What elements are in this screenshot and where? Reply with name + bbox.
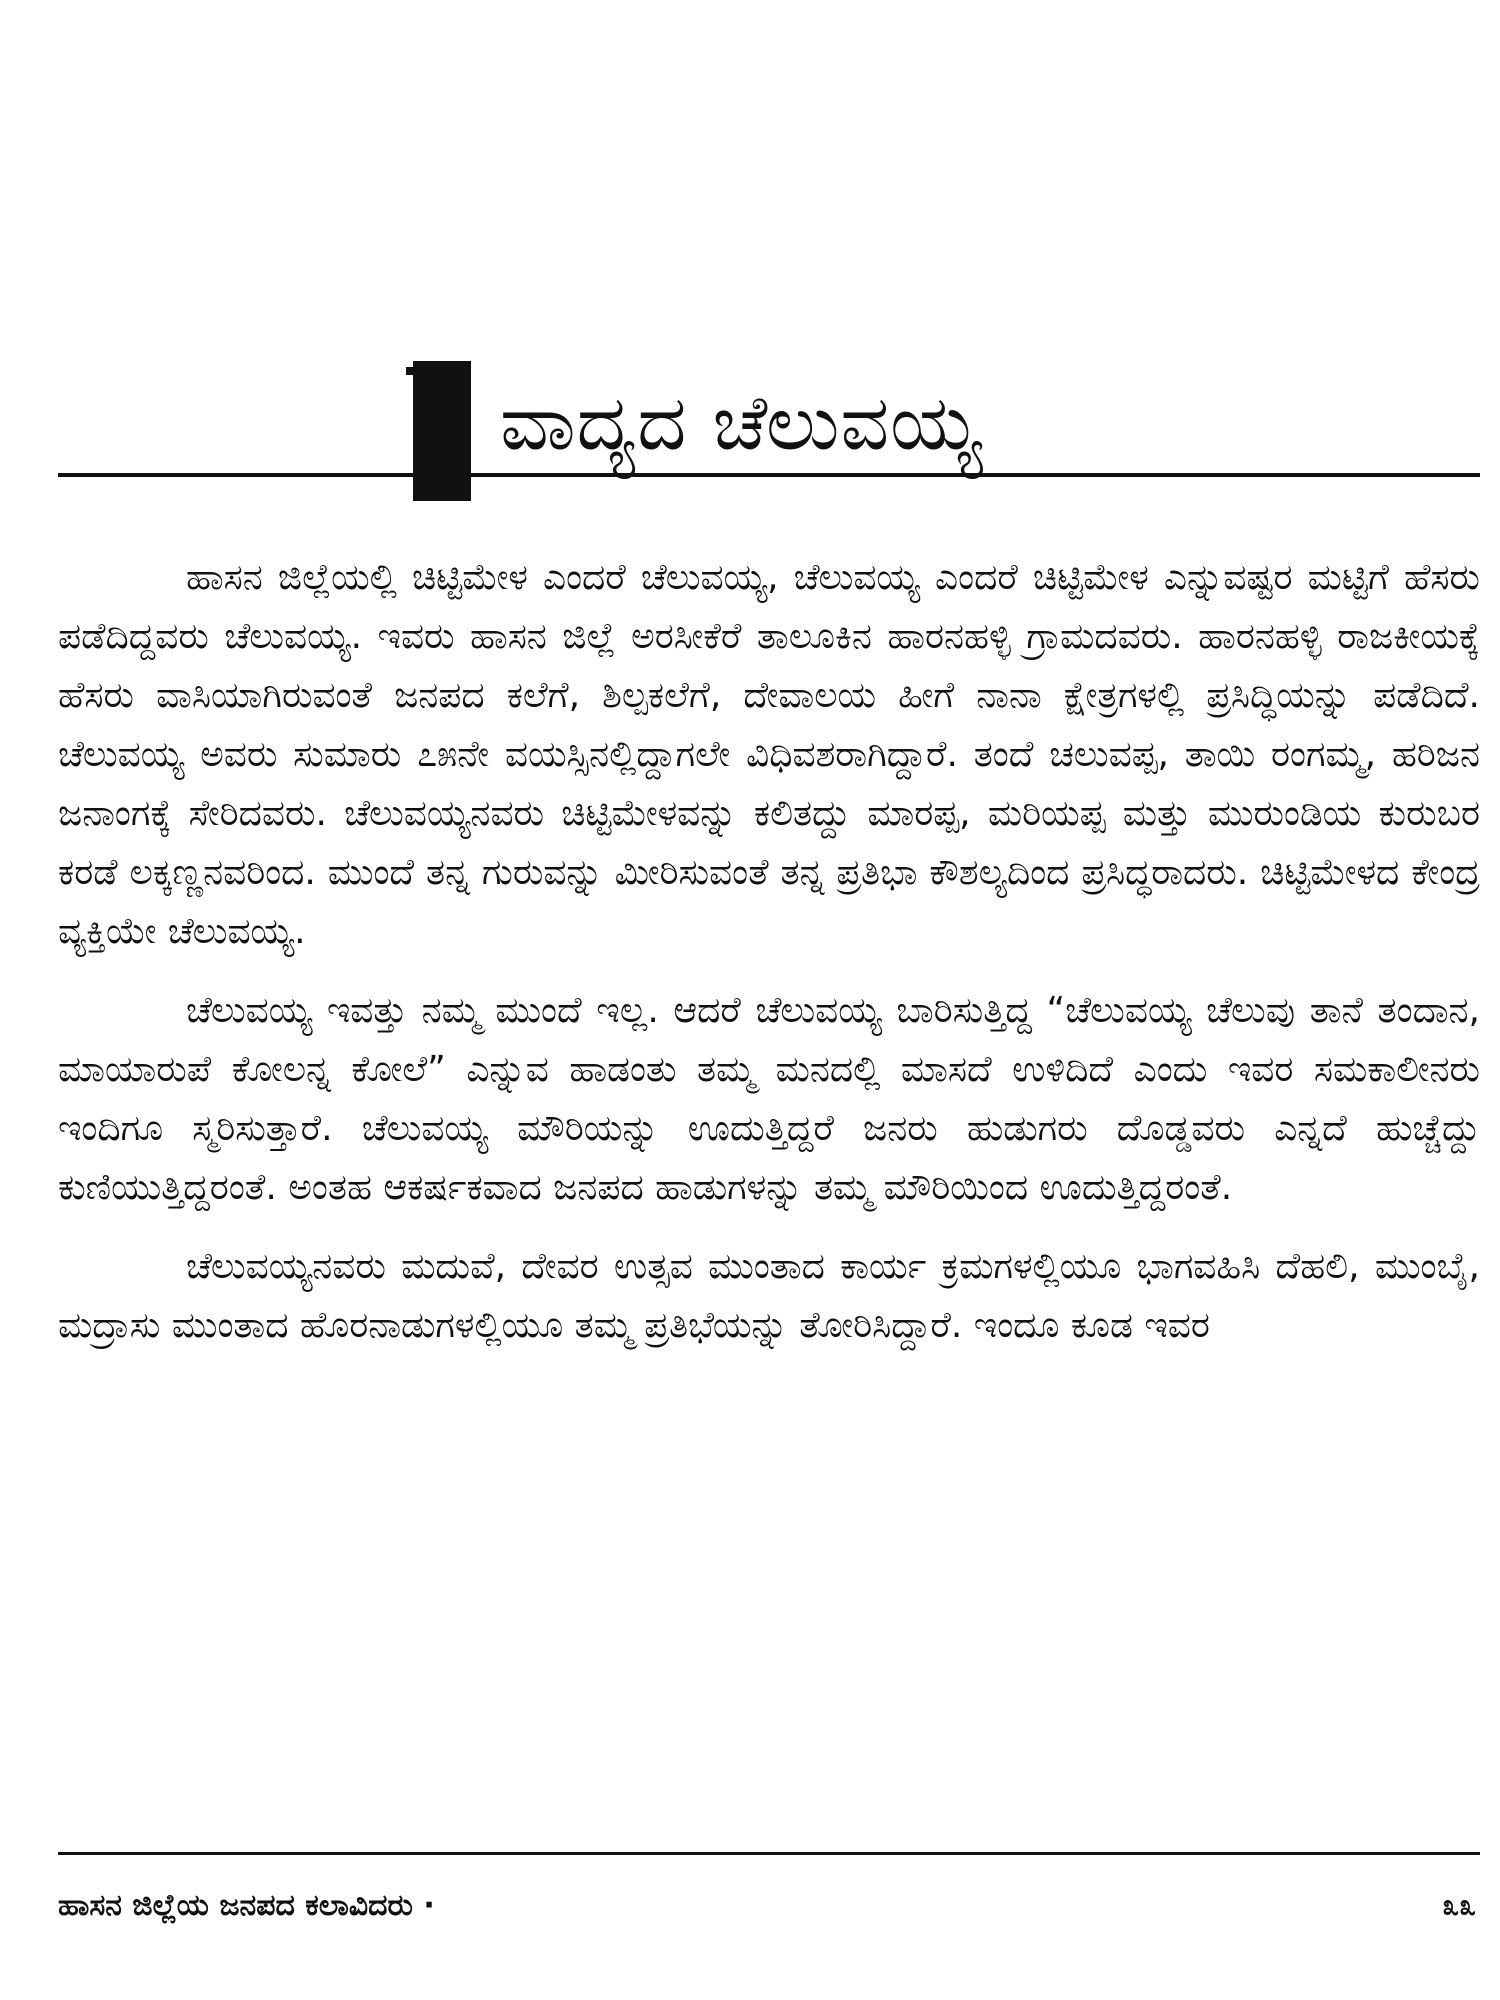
chapter-title: ವಾದ್ಯದ ಚೆಲುವಯ್ಯ: [500, 378, 984, 467]
footer-divider: [58, 1852, 1480, 1855]
footer-book-title: ಹಾಸನ ಜಿಲ್ಲೆಯ ಜನಪದ ಕಲಾವಿದರು ·: [58, 1888, 435, 1923]
title-divider: [58, 473, 1480, 477]
page-number: ೩೩: [1442, 1888, 1476, 1923]
paragraph-3: ಚೆಲುವಯ್ಯನವರು ಮದುವೆ, ದೇವರ ಉತ್ಸವ ಮುಂತಾದ ಕಾರ್ಯ ಕ್ರಮಗಳಲ್ಲಿಯೂ ಭಾಗವಹಿಸಿ ದೆಹಲಿ, ಮುಂಬೈ, ಮದ್ರಾಸು ಮುಂತಾದ ಹೊರನಾಡುಗಳಲ್ಲಿಯೂ ತಮ್ಮ ಪ್ರತಿಭೆಯನ್ನು ತೋರಿಸಿದ್ದಾರೆ. ಇಂದೂ ಕೂಡ ಇವರ: [58, 1246, 1480, 1346]
paragraph-1: ಹಾಸನ ಜಿಲ್ಲೆಯಲ್ಲಿ ಚಿಟ್ಟಿಮೇಳ ಎಂದರೆ ಚೆಲುವಯ್ಯ, ಚೆಲುವಯ್ಯ ಎಂದರೆ ಚಿಟ್ಟಿಮೇಳ ಎನ್ನುವಷ್ಟರ ಮಟ್ಟಿಗೆ ಹೆಸರು ಪಡೆದಿದ್ದವರು ಚೆಲುವಯ್ಯ. ಇವರು ಹಾಸನ ಜಿಲ್ಲೆ ಅರಸೀಕೆರೆ ತಾಲೂಕಿನ ಹಾರನಹಳ್ಳಿ ಗ್ರಾಮದವರು. ಹಾರನಹಳ್ಳಿ ರಾಜಕೀಯಕ್ಕೆ ಹೆಸರು ವಾಸಿಯಾಗಿರುವಂತೆ ಜನಪದ ಕಲೆಗೆ, ಶಿಲ್ಪಕಲೆಗೆ, ದೇವಾಲಯ ಹೀಗೆ ನಾನಾ ಕ್ಷೇತ್ರಗಳಲ್ಲಿ ಪ್ರಸಿದ್ಧಿಯನ್ನು ಪಡೆದಿದೆ. ಚೆಲುವಯ್ಯ ಅವರು ಸುಮಾರು ೭೫ನೇ ವಯಸ್ಸಿನಲ್ಲಿದ್ದಾಗಲೇ ವಿಧಿವಶರಾಗಿದ್ದಾರೆ. ತಂದೆ ಚಲುವಪ್ಪ, ತಾಯಿ ರಂಗಮ್ಮ, ಹರಿಜನ ಜನಾಂಗಕ್ಕೆ ಸೇರಿದವರು. ಚೆಲುವಯ್ಯನವರು ಚಿಟ್ಟಿಮೇಳವನ್ನು ಕಲಿತದ್ದು ಮಾರಪ್ಪ, ಮರಿಯಪ್ಪ ಮತ್ತು ಮುರುಂಡಿಯ ಕುರುಬರ ಕರಡೆ ಲಕ್ಕಣ್ಣನವರಿಂದ. ಮುಂದೆ ತನ್ನ ಗುರುವನ್ನು ಮೀರಿಸುವಂತೆ ತನ್ನ ಪ್ರತಿಭಾ ಕೌಶಲ್ಯದಿಂದ ಪ್ರಸಿದ್ಧರಾದರು. ಚಿಟ್ಟಿಮೇಳದ ಕೇಂದ್ರ ವ್ಯಕ್ತಿಯೇ ಚೆಲುವಯ್ಯ.: [58, 557, 1480, 952]
chapter-header: [0, 355, 1500, 515]
body-text: [58, 548, 1480, 1818]
title-bar-decoration: [413, 361, 471, 501]
paragraph-2: ಚೆಲುವಯ್ಯ ಇವತ್ತು ನಮ್ಮ ಮುಂದೆ ಇಲ್ಲ. ಆದರೆ ಚೆಲುವಯ್ಯ ಬಾರಿಸುತ್ತಿದ್ದ “ಚೆಲುವಯ್ಯ ಚೆಲುವು ತಾನೆ ತಂದಾನ, ಮಾಯಾರುಪೆ ಕೋಲನ್ನ ಕೋಲೆ” ಎನ್ನುವ ಹಾಡಂತು ತಮ್ಮ ಮನದಲ್ಲಿ ಮಾಸದೆ ಉಳಿದಿದೆ ಎಂದು ಇವರ ಸಮಕಾಲೀನರು ಇಂದಿಗೂ ಸ್ಮರಿಸುತ್ತಾರೆ. ಚೆಲುವಯ್ಯ ಮೌರಿಯನ್ನು ಊದುತ್ತಿದ್ದರೆ ಜನರು ಹುಡುಗರು ದೊಡ್ಡವರು ಎನ್ನದೆ ಹುಚ್ಚೆದ್ದು ಕುಣಿಯುತ್ತಿದ್ದರಂತೆ. ಅಂತಹ ಆಕರ್ಷಕವಾದ ಜನಪದ ಹಾಡುಗಳನ್ನು ತಮ್ಮ ಮೌರಿಯಿಂದ ಊದುತ್ತಿದ್ದರಂತೆ.: [58, 990, 1480, 1208]
